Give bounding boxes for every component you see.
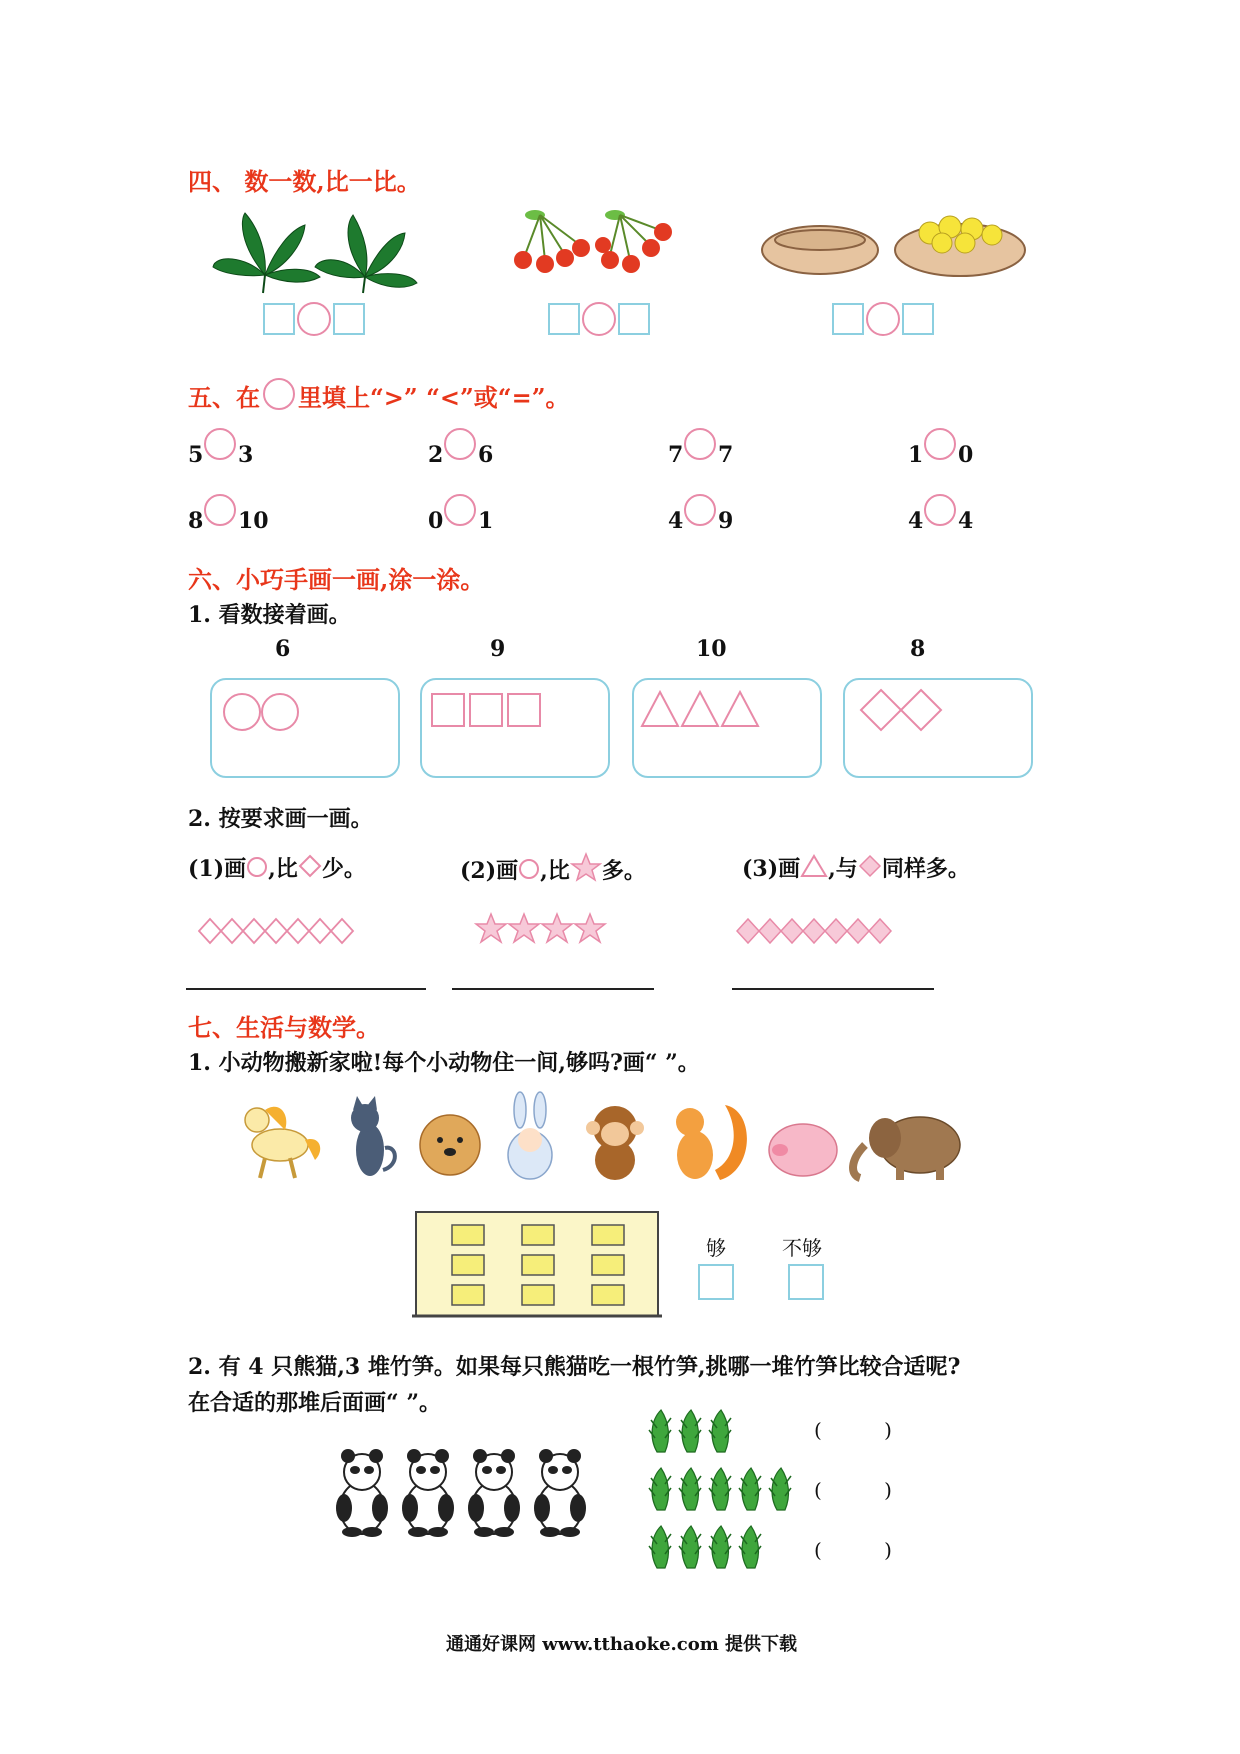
circle-icon: [222, 688, 322, 738]
apartment-building: [412, 1210, 662, 1322]
draw-box-circles[interactable]: [210, 678, 400, 778]
cmp-circle[interactable]: [204, 428, 236, 460]
cherries-illustration: [505, 200, 685, 280]
cmp-circle[interactable]: [924, 494, 956, 526]
triangle-icon: [800, 854, 828, 878]
filled-diamond-row: [736, 916, 896, 946]
diamond-icon: [859, 688, 969, 738]
answer-circle[interactable]: [297, 302, 331, 336]
sub-q3-part-a: (3)画: [742, 856, 801, 882]
sub-q2-part-a: (2)画: [460, 858, 519, 884]
section-5-title: [188, 378, 570, 413]
count-label: 9: [490, 636, 506, 662]
circle-icon: [518, 858, 540, 880]
answer-circle[interactable]: [582, 302, 616, 336]
sub-question-3: [742, 852, 970, 883]
pandas-illustration: [330, 1448, 600, 1538]
diamond-icon: [298, 854, 322, 878]
squirrel-icon: [676, 1105, 747, 1180]
cmp-left: 5: [188, 442, 204, 468]
cmp-right: 6: [478, 442, 494, 468]
cmp-left: 2: [428, 442, 444, 468]
answer-box[interactable]: [832, 303, 864, 335]
count-label: 6: [275, 636, 291, 662]
cmp-left: 0: [428, 508, 444, 534]
cmp-circle[interactable]: [924, 428, 956, 460]
cmp-right: 7: [718, 442, 734, 468]
answer-line[interactable]: [732, 988, 934, 990]
dog-icon: [420, 1115, 480, 1175]
compare-group-2: [548, 303, 658, 339]
sub-q3-part-b: ,与: [828, 856, 858, 882]
star-icon: [570, 852, 602, 882]
cmp-circle[interactable]: [444, 494, 476, 526]
leaves-illustration: [205, 205, 425, 295]
section-7-q2-line1: 2. 有 4 只熊猫,3 堆竹笋。如果每只熊猫吃一根竹笋,挑哪一堆竹笋比较合适呢?: [188, 1354, 961, 1380]
answer-box[interactable]: [902, 303, 934, 335]
panda-icon: [468, 1449, 520, 1537]
sub-question-2: [460, 852, 646, 885]
section-6-title: 六、小巧手画一画,涂一涂。: [188, 565, 485, 594]
sub-q1-part-a: (1)画: [188, 856, 247, 882]
section-7-q1: 1. 小动物搬新家啦!每个小动物住一间,够吗?画“ ”。: [188, 1050, 700, 1076]
answer-box[interactable]: [263, 303, 295, 335]
cmp-circle[interactable]: [684, 428, 716, 460]
draw-box-squares[interactable]: [420, 678, 610, 778]
circle-icon: [263, 378, 295, 410]
cmp-circle[interactable]: [204, 494, 236, 526]
answer-line[interactable]: [452, 988, 654, 990]
animals-illustration: [235, 1090, 1015, 1190]
enough-label: 够: [706, 1236, 726, 1260]
sub-q2-part-c: 多。: [601, 858, 646, 884]
rabbit-icon: [508, 1092, 552, 1179]
monkey-icon: [586, 1106, 644, 1180]
answer-circle[interactable]: [866, 302, 900, 336]
cmp-circle[interactable]: [684, 494, 716, 526]
footer-text: 通通好课网 www.tthaoke.com 提供下载: [446, 1634, 798, 1655]
cmp-left: 7: [668, 442, 684, 468]
cmp-right: 0: [958, 442, 974, 468]
section-4-title: 四、 数一数,比一比。: [188, 167, 421, 196]
cmp-circle[interactable]: [444, 428, 476, 460]
cmp-left: 4: [668, 508, 684, 534]
diamond-icon: [858, 854, 882, 878]
answer-paren-2[interactable]: ( ): [814, 1478, 920, 1502]
bamboo-shoots-illustration: [645, 1408, 805, 1578]
section-7-title: 七、生活与数学。: [188, 1013, 380, 1042]
draw-box-diamonds[interactable]: [843, 678, 1033, 778]
cmp-left: 1: [908, 442, 924, 468]
section-5-suffix: 里填上“>” “<”或“=”。: [298, 383, 570, 412]
nests-illustration: [760, 205, 1030, 285]
sub-q2-part-b: ,比: [540, 858, 570, 884]
panda-icon: [402, 1449, 454, 1537]
enough-answer-box[interactable]: [698, 1264, 734, 1300]
answer-box[interactable]: [548, 303, 580, 335]
cmp-right: 4: [958, 508, 974, 534]
draw-box-triangles[interactable]: [632, 678, 822, 778]
section-6-q1: 1. 看数接着画。: [188, 602, 351, 628]
circle-icon: [246, 856, 268, 878]
compare-group-1: [263, 303, 373, 339]
answer-line[interactable]: [186, 988, 426, 990]
not-enough-label: 不够: [782, 1236, 822, 1260]
star-row: [474, 912, 624, 946]
cmp-right: 9: [718, 508, 734, 534]
sub-question-1: [188, 852, 366, 883]
answer-paren-3[interactable]: ( ): [814, 1538, 920, 1562]
not-enough-answer-box[interactable]: [788, 1264, 824, 1300]
panda-icon: [336, 1449, 388, 1537]
count-label: 10: [696, 636, 727, 662]
count-label: 8: [910, 636, 926, 662]
section-5-prefix: 五、在: [188, 383, 260, 412]
answer-paren-1[interactable]: ( ): [814, 1418, 920, 1442]
section-6-q2: 2. 按要求画一画。: [188, 806, 373, 832]
sub-q3-part-c: 同样多。: [881, 856, 970, 882]
elephant-icon: [853, 1117, 960, 1180]
cat-icon: [351, 1096, 395, 1176]
square-icon: [430, 688, 560, 738]
cmp-right: 1: [478, 508, 494, 534]
sub-q1-part-c: 少。: [321, 856, 366, 882]
cmp-right: 10: [238, 508, 269, 534]
cmp-left: 8: [188, 508, 204, 534]
answer-box[interactable]: [333, 303, 365, 335]
section-7-q2-line2: 在合适的那堆后面画“ ”。: [188, 1390, 441, 1416]
triangle-icon: [640, 688, 780, 738]
cmp-left: 4: [908, 508, 924, 534]
panda-icon: [534, 1449, 586, 1537]
diamond-row: [198, 916, 358, 946]
compare-group-3: [832, 303, 942, 339]
sub-q1-part-b: ,比: [268, 856, 298, 882]
horse-icon: [245, 1107, 320, 1178]
cmp-right: 3: [238, 442, 254, 468]
answer-box[interactable]: [618, 303, 650, 335]
pig-icon: [769, 1124, 837, 1176]
